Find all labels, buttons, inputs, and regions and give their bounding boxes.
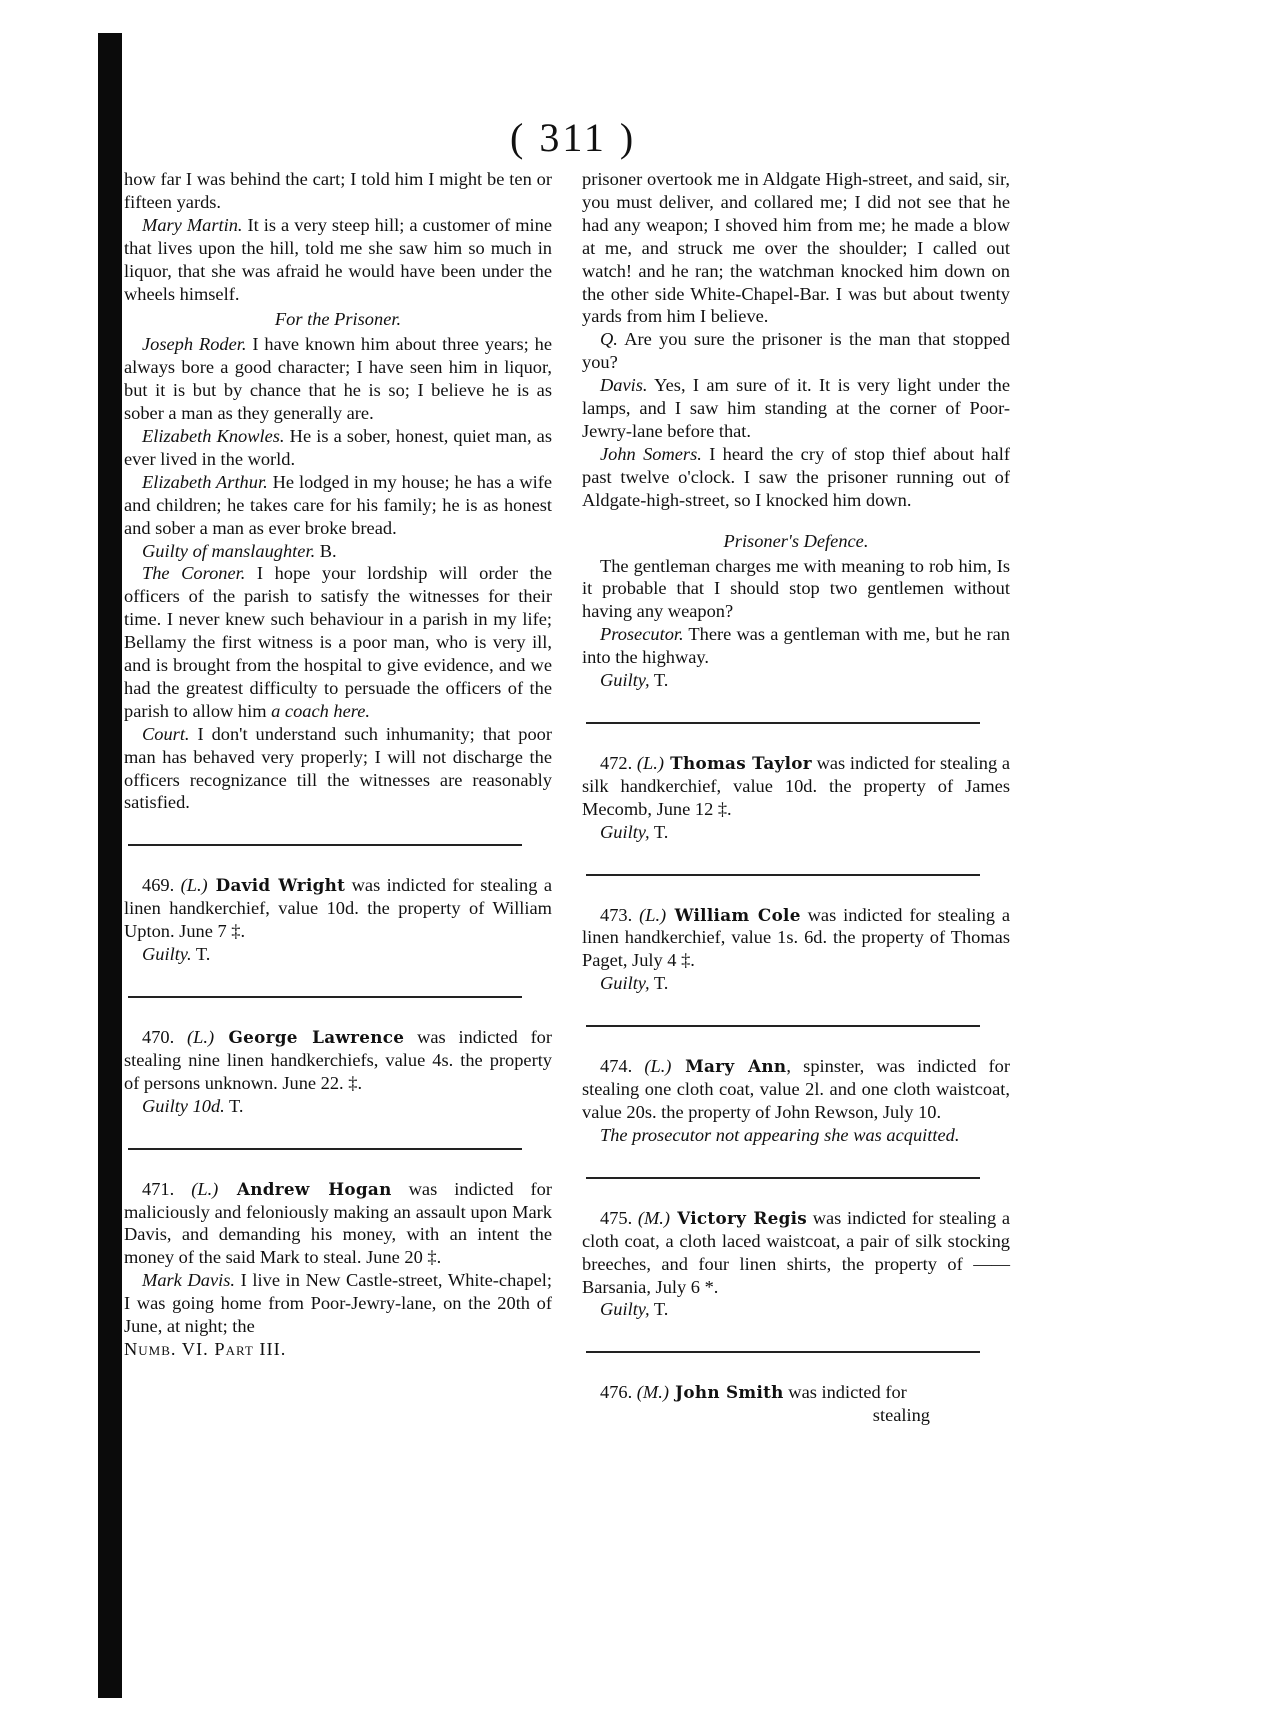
question-text: Are you sure the prisoner is the man that stopped you? — [582, 329, 1010, 373]
case-entry-471 — [124, 1178, 552, 1270]
case-entry-472 — [582, 752, 1010, 821]
divider-rule — [586, 1025, 980, 1027]
verdict: Guilty, — [600, 821, 650, 842]
divider-rule — [128, 844, 522, 846]
verdict: Guilty, — [600, 1299, 650, 1320]
defendant-name: Victory Regis — [670, 1207, 808, 1228]
case-number: 473. — [600, 904, 640, 925]
binding-shadow — [98, 33, 122, 1698]
verdict-line — [124, 540, 552, 563]
section-heading-for-prisoner: For the Prisoner. — [274, 309, 402, 330]
verdict-line — [582, 669, 1010, 692]
question-line — [582, 328, 1010, 374]
testimony-john-somers — [582, 443, 1010, 512]
statement-court — [124, 723, 552, 815]
indictment-text: was indicted for stealing nine linen handkerchiefs, value 4s. the property of persons unknown. June 22. ‡. — [124, 1027, 553, 1093]
section-heading-prisoners-defence: Prisoner's Defence. — [723, 530, 869, 551]
statement-text: There was a gentleman with me, but he ran into the highway. — [582, 624, 1010, 668]
witness-name: Mark Davis. — [142, 1270, 235, 1291]
witness-name: Elizabeth Arthur. — [142, 471, 268, 492]
divider-rule — [586, 722, 980, 724]
indictment-text: was indicted for stealing a linen handkerchief, value 10d. the property of William Upton. June 7 ‡. — [124, 875, 552, 942]
case-entry-474 — [582, 1055, 1010, 1124]
verdict: Guilty, — [600, 670, 650, 691]
verdict: Guilty 10d. — [142, 1095, 225, 1116]
verdict-mark: T. — [649, 1299, 669, 1320]
defendant-name: Thomas Taylor — [663, 752, 812, 773]
court-mark: (L.) — [187, 1027, 215, 1047]
indictment-text: was indicted for stealing a silk handkerchief, value 10d. the property of James Mecomb, June 12 ‡. — [582, 752, 1011, 819]
indictment-text: , spinster, was indicted for stealing one cloth coat, value 2l. and one cloth waistcoat, value 20s. the property of John Rewson, July 10. — [582, 1056, 1010, 1122]
defendant-name: David Wright — [207, 875, 346, 896]
testimony-joseph-roder — [124, 333, 552, 425]
divider-rule — [586, 874, 980, 876]
testimony-elizabeth-arthur — [124, 471, 552, 540]
right-column — [582, 168, 1010, 1427]
verdict-mark: T. — [224, 1095, 244, 1116]
divider-rule — [586, 1351, 980, 1353]
case-entry-470 — [124, 1026, 552, 1095]
defendant-name: John Smith — [668, 1382, 784, 1403]
left-column — [124, 168, 552, 1361]
witness-name: John Somers. — [600, 443, 702, 464]
case-number: 472. — [600, 752, 637, 773]
paragraph: how far I was behind the cart; I told him I might be ten or fifteen yards. — [124, 169, 552, 212]
court-mark: (M.) — [637, 1207, 671, 1228]
verdict-mark: B. — [315, 540, 337, 561]
testimony-mark-davis — [124, 1269, 552, 1338]
defendant-name: Mary Ann — [671, 1056, 787, 1077]
case-entry-469 — [124, 874, 552, 943]
verdict-line — [124, 1095, 552, 1118]
speaker-name: Prosecutor. — [600, 624, 684, 645]
court-mark: (L.) — [639, 904, 667, 925]
verdict-line — [582, 821, 1010, 844]
verdict-line — [582, 1298, 1010, 1321]
case-entry-473 — [582, 904, 1010, 973]
court-mark: (L.) — [191, 1178, 219, 1199]
verdict-mark: T. — [649, 821, 669, 842]
witness-name: Joseph Roder. — [142, 334, 247, 355]
verdict-mark: T. — [649, 670, 669, 691]
statement-coroner — [124, 562, 552, 722]
verdict-line — [582, 972, 1010, 995]
testimony-davis — [582, 374, 1010, 443]
court-mark: (M.) — [636, 1382, 669, 1403]
divider-rule — [128, 1148, 522, 1150]
divider-rule — [128, 996, 522, 998]
indictment-text: was indicted for — [783, 1382, 907, 1403]
statement-prosecutor — [582, 623, 1010, 669]
testimony-text: Yes, I am sure of it. It is very light under the lamps, and I saw him standing at the corner of Poor-Jewry-lane before that. — [582, 375, 1010, 441]
witness-name: Elizabeth Knowles. — [142, 425, 285, 446]
speaker-name: The Coroner. — [142, 563, 246, 584]
testimony-text: I heard the cry of stop thief about half past twelve o'clock. I saw the prisoner running out of Aldgate-high-street, so I knocked him down. — [582, 443, 1011, 510]
defendant-name: William Cole — [666, 904, 801, 925]
testimony-text: I live in New Castle-street, White-chapel; I was going home from Poor-Jewry-lane, on the 20th of June, at night; the — [124, 1270, 553, 1337]
testimony-elizabeth-knowles — [124, 425, 552, 471]
indictment-text: was indicted for maliciously and feloniously making an assault upon Mark Davis, and demanding his money, with an intent the money of the said Mark to steal. June 20 ‡. — [124, 1178, 552, 1268]
catchword: stealing — [872, 1405, 930, 1426]
defendant-name: Andrew Hogan — [218, 1178, 392, 1199]
case-number: 476. — [600, 1382, 637, 1403]
testimony-text: It is a very steep hill; a customer of mine that lives upon the hill, told me she saw him so much in liquor, that she was afraid he would have been under the wheels himself. — [124, 214, 552, 304]
testimony-text: He lodged in my house; he has a wife and children; he takes care for his family; he is as honest and sober a man as ever broke bread. — [124, 471, 552, 538]
witness-name: Davis. — [600, 375, 648, 396]
testimony-text: I have known him about three years; he always bore a good character; I have seen him in liquor, but it is but by chance that he is so; I believe he is as sober a man as they generally are. — [124, 334, 552, 424]
case-entry-476 — [582, 1381, 1010, 1404]
testimony-mary-martin — [124, 214, 552, 306]
statement-text: I hope your lordship will order the officers of the parish to satisfy the witnesses for their time. I never knew such behaviour in a parish in my life; Bellamy the first witness is a poor man, who is very ill, and is brought from the hospital to give evidence, and we had the greatest difficulty to persuade the officers of the parish to allow him — [124, 563, 552, 721]
verdict: Guilty, — [600, 973, 650, 994]
statement-emphasis: a coach here. — [271, 700, 371, 721]
court-mark: (L.) — [636, 752, 664, 773]
outcome-line: The prosecutor not appearing she was acquitted. — [600, 1124, 960, 1145]
defendant-name: George Lawrence — [214, 1027, 405, 1047]
testimony-text: He is a sober, honest, quiet man, as ever lived in the world. — [124, 425, 553, 469]
indictment-text: was indicted for stealing a linen handkerchief, value 1s. 6d. the property of Thomas Paget, July 4 ‡. — [582, 904, 1010, 971]
speaker-name: Court. — [142, 723, 190, 744]
verdict-mark: T. — [191, 944, 211, 965]
verdict-line — [124, 943, 552, 966]
court-mark: (L.) — [180, 875, 208, 896]
paragraph: prisoner overtook me in Aldgate High-street, and said, sir, you must deliver, and collared me; I did not see that he had any weapon; I shoved him from me; he made a blow at me, and struck me over the shoulder; I called out watch! and he ran; the watchman knocked him down on the other side White-Chapel-Bar. I was but about twenty yards from him I believe. — [582, 169, 1010, 327]
witness-name: Mary Martin. — [142, 214, 243, 235]
case-number: 471. — [142, 1178, 192, 1199]
verdict-mark: T. — [649, 973, 669, 994]
speaker-name: Q. — [600, 329, 618, 350]
divider-rule — [586, 1177, 980, 1179]
case-number: 475. — [600, 1207, 638, 1228]
indictment-text: was indicted for stealing a cloth coat, a cloth laced waistcoat, a pair of silk stocking breeches, and four linen shirts, the property of —— Barsania, July 6 *. — [582, 1207, 1011, 1297]
defence-text: The gentleman charges me with meaning to rob him, Is it probable that I should stop two gentlemen without having any weapon? — [582, 555, 1010, 622]
case-number: 470. — [142, 1027, 188, 1047]
page-number: ( 311 ) — [510, 115, 637, 160]
verdict: Guilty of manslaughter. — [142, 540, 316, 561]
case-number: 469. — [142, 875, 181, 896]
court-mark: (L.) — [644, 1056, 672, 1077]
case-number: 474. — [600, 1056, 645, 1077]
case-entry-475 — [582, 1207, 1010, 1299]
signature-mark: Numb. VI. Part III. — [124, 1338, 287, 1359]
verdict: Guilty. — [142, 944, 192, 965]
statement-text: I don't understand such inhumanity; that poor man has behaved very properly; I will not discharge the officers recognizance till the witnesses are reasonably satisfied. — [124, 723, 552, 813]
